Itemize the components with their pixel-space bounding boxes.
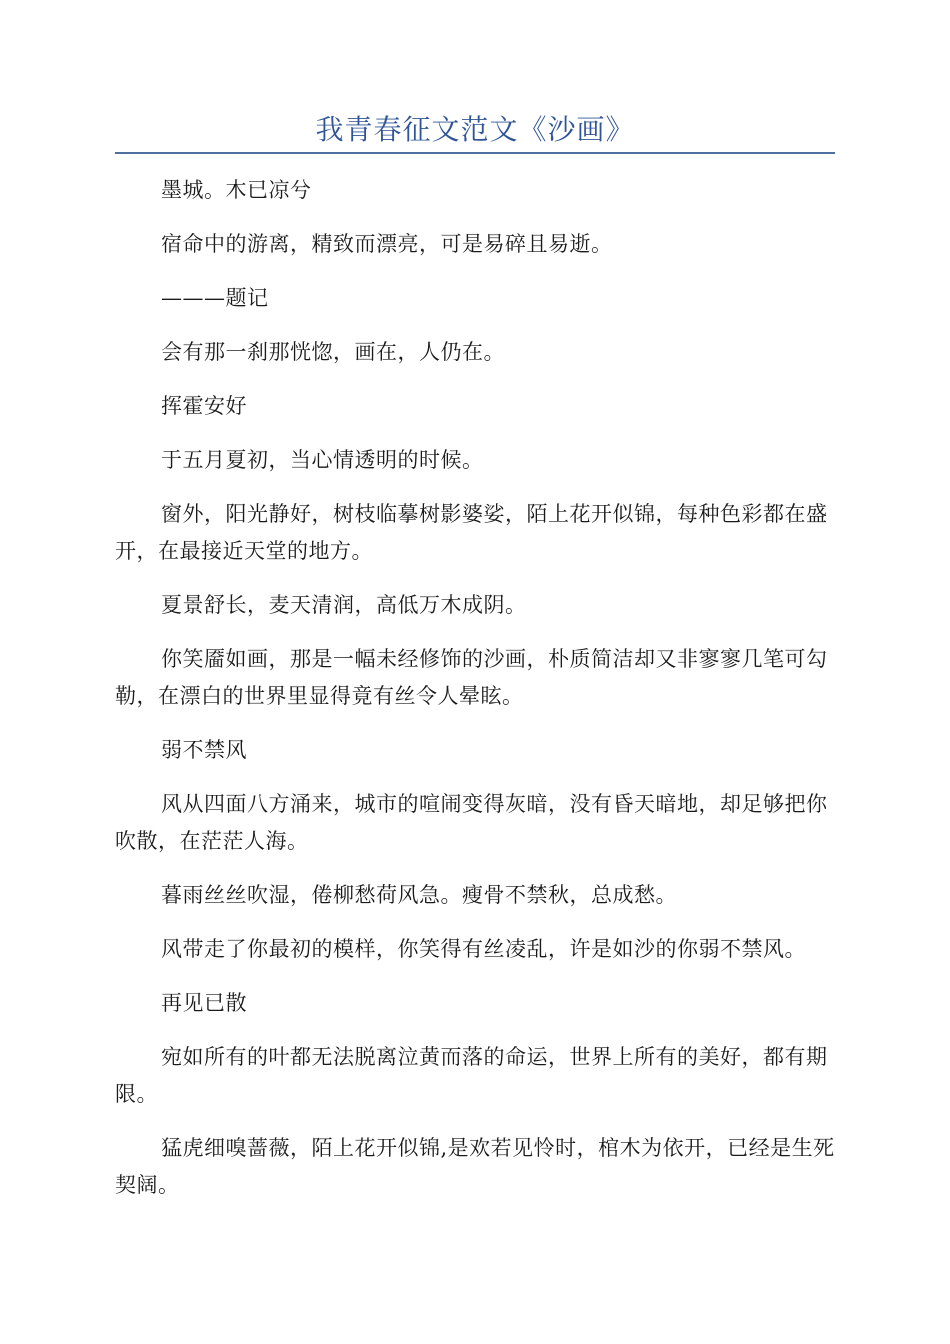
paragraph: 暮雨丝丝吹湿，倦柳愁荷风急。瘦骨不禁秋，总成愁。 (161, 883, 677, 907)
paragraph: 宛如所有的叶都无法脱离泣黄而落的命运，世界上所有的美好，都有期限。 (115, 1045, 828, 1106)
paragraph: 会有那一刹那恍惚，画在，人仍在。 (161, 340, 505, 364)
paragraph: 你笑靥如画，那是一幅未经修饰的沙画，朴质简洁却又非寥寥几笔可勾勒，在漂白的世界里显得竟有丝令人晕眩。 (115, 647, 828, 708)
paragraph: 猛虎细嗅蔷薇，陌上花开似锦,是欢若见怜时，棺木为依开，已经是生死契阔。 (115, 1136, 835, 1197)
document-title: 我青春征文范文《沙画》 (315, 113, 635, 146)
title-block (115, 108, 835, 154)
paragraph: 夏景舒长，麦天清润，高低万木成阴。 (161, 593, 527, 617)
paragraph: 风从四面八方涌来，城市的喧闹变得灰暗，没有昏天暗地，却足够把你吹散，在茫茫人海。 (115, 792, 828, 853)
document-body (115, 172, 835, 1221)
paragraph: 风带走了你最初的模样，你笑得有丝凌乱，许是如沙的你弱不禁风。 (161, 937, 806, 961)
section-heading: 挥霍安好 (161, 394, 247, 418)
section-heading: 再见已散 (161, 991, 247, 1015)
paragraph: 窗外，阳光静好，树枝临摹树影婆娑，陌上花开似锦，每种色彩都在盛开，在最接近天堂的地方。 (115, 502, 828, 563)
section-heading: 弱不禁风 (161, 738, 247, 762)
paragraph: 宿命中的游离，精致而漂亮，可是易碎且易逝。 (161, 232, 613, 256)
paragraph: 墨城。木已凉兮 (161, 178, 312, 202)
paragraph: 于五月夏初，当心情透明的时候。 (161, 448, 484, 472)
paragraph: ———题记 (161, 286, 269, 310)
